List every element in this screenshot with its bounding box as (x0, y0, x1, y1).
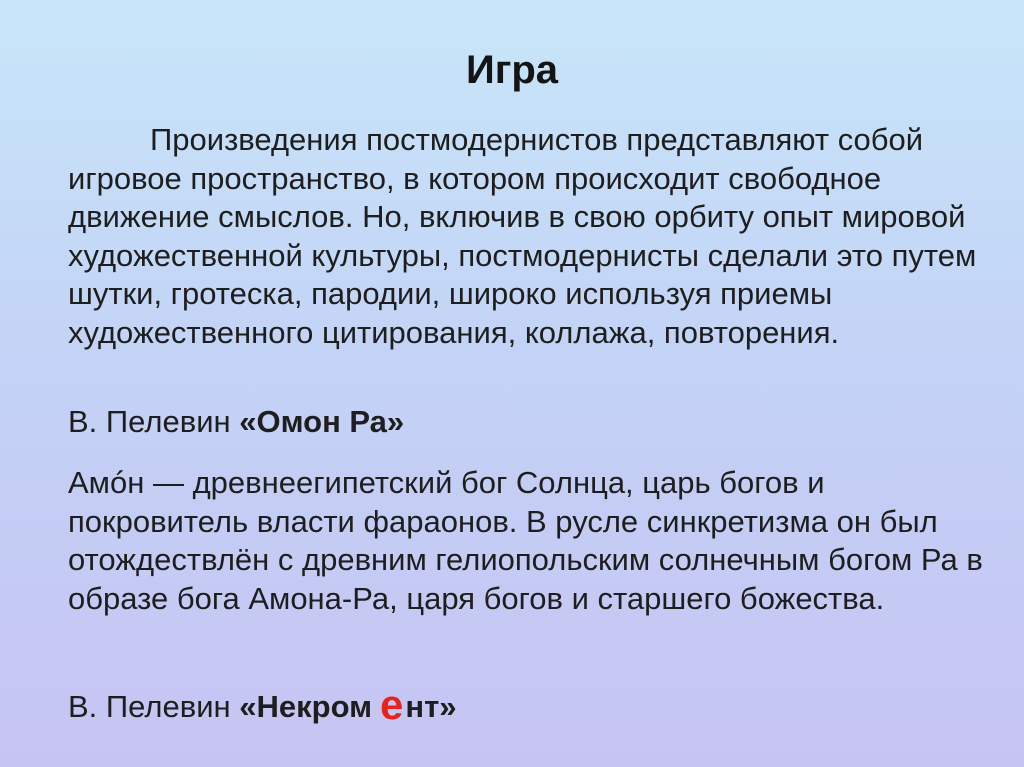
work-reference-omon-ra (68, 403, 404, 441)
work1-author: В. Пелевин (68, 404, 240, 439)
slide-title: Игра (465, 48, 559, 92)
work2-title-highlight: е (380, 681, 404, 728)
intro-paragraph: Произведения постмодернистов представляют собой игровое пространство, в котором происходит свободное движение смыслов. Но, включив в свою орбиту опыт мировой художественной культуры, постмодернисты сделали это путем шутки, гротеска, пародии, широко используя приемы художественного цитирования, коллажа, повторения. (68, 122, 977, 350)
work2-title-start: «Некром (239, 689, 373, 724)
work-reference-nekroment (68, 681, 457, 728)
work2-author: В. Пелевин (68, 689, 240, 724)
amon-paragraph: Амóн — древнеегипетский бог Солнца, царь богов и покровитель власти фараонов. В русле синкретизма он был отождествлён с древним гелиопольским солнечным богом Ра в образе бога Амона-Ра, царя богов и старшего божества. (68, 465, 983, 616)
work2-title-end: нт» (405, 689, 457, 724)
work1-title: «Омон Ра» (239, 404, 405, 439)
